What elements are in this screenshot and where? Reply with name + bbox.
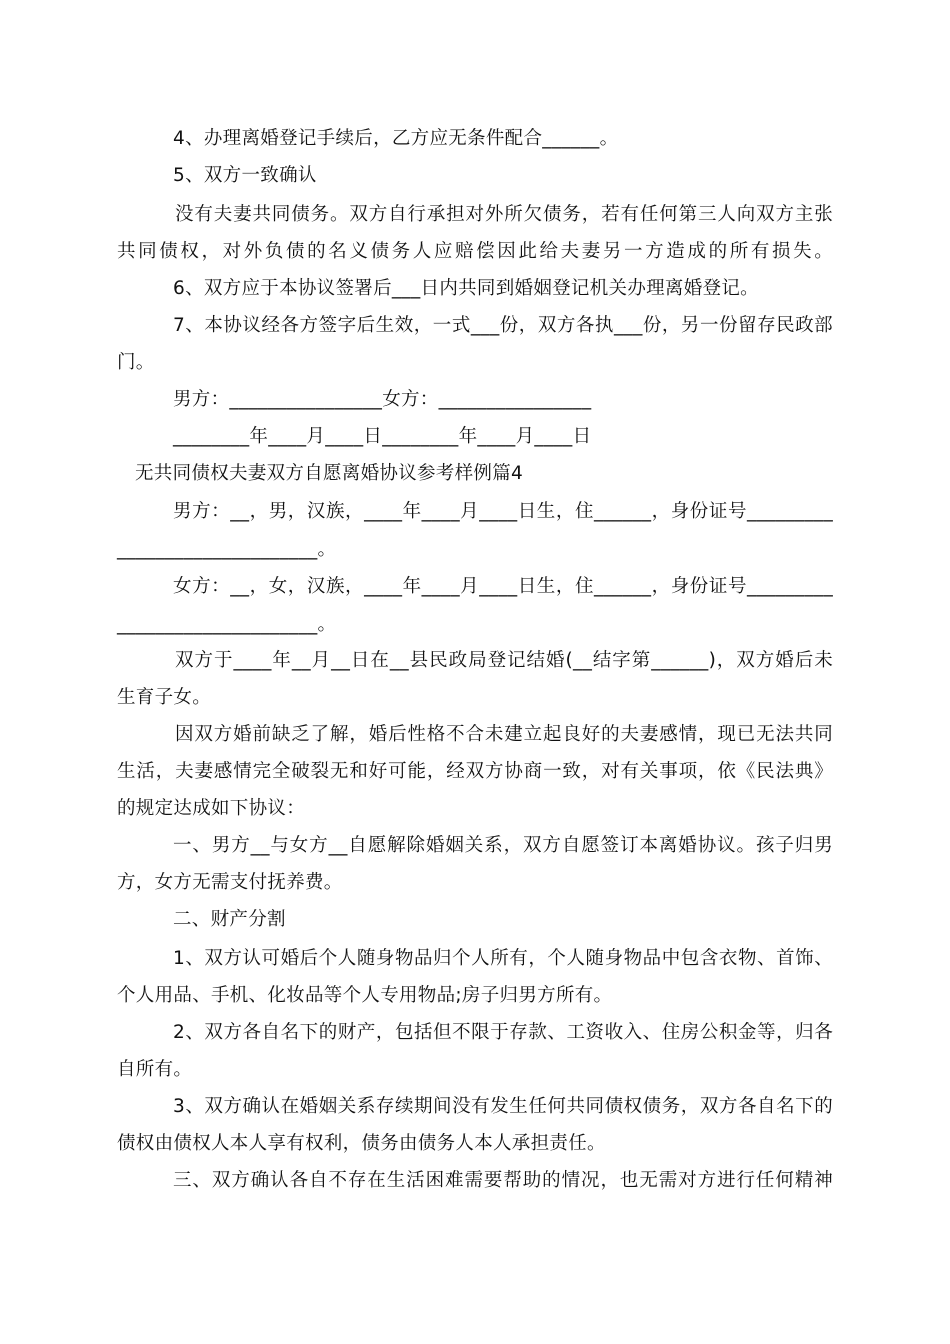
text-line: 6、双方应于本协议签署后___日内共同到婚姻登记机关办理离婚登记。 xyxy=(173,278,759,299)
text-line: 3、双方确认在婚姻关系存续期间没有发生任何共同债权债务，双方各自名下的 xyxy=(173,1096,833,1117)
text-line: 生活，夫妻感情完全破裂无和好可能，经双方协商一致，对有关事项，依《民法典》 xyxy=(117,761,833,782)
text-line: 三、双方确认各自不存在生活困难需要帮助的情况，也无需对方进行任何精神 xyxy=(173,1170,833,1191)
section-heading: 二、财产分割 xyxy=(173,909,286,930)
date-line: ________年____月____日________年____月____日 xyxy=(173,426,592,447)
text-line: 债权由债权人本人享有权利，债务由债务人本人承担责任。 xyxy=(117,1133,606,1154)
text-line: 4、办理离婚登记手续后，乙方应无条件配合______。 xyxy=(173,128,619,149)
signature-line: 男方：________________女方：________________ xyxy=(173,389,592,410)
text-line: 个人用品、手机、化妆品等个人专用物品;房子归男方所有。 xyxy=(117,985,613,1006)
text-line: 一、男方__与女方__自愿解除婚姻关系，双方自愿签订本离婚协议。孩子归男 xyxy=(173,835,833,856)
text-line: 5、双方一致确认 xyxy=(173,165,317,186)
text-line: 共同债权，对外负债的名义债务人应赔偿因此给夫妻另一方造成的所有损失。 xyxy=(117,241,833,262)
text-line: 没有夫妻共同债务。双方自行承担对外所欠债务，若有任何第三人向双方主张 xyxy=(175,204,833,225)
text-line: 因双方婚前缺乏了解，婚后性格不合未建立起良好的夫妻感情，现已无法共同 xyxy=(175,724,833,745)
text-line: 女方：__，女，汉族，____年____月____日生，住______，身份证号_________ xyxy=(173,576,833,597)
text-line: 1、双方认可婚后个人随身物品归个人所有，个人随身物品中包含衣物、首饰、 xyxy=(173,948,833,969)
text-line: 2、双方各自名下的财产，包括但不限于存款、工资收入、住房公积金等，归各 xyxy=(173,1022,833,1043)
section-heading: 无共同债权夫妻双方自愿离婚协议参考样例篇4 xyxy=(135,463,524,484)
text-line: 自所有。 xyxy=(117,1059,193,1080)
text-line: _____________________。 xyxy=(117,614,337,635)
text-line: 门。 xyxy=(117,352,155,373)
text-line: 生育子女。 xyxy=(117,687,212,708)
text-line: 方，女方无需支付抚养费。 xyxy=(117,872,343,893)
text-line: _____________________。 xyxy=(117,539,337,560)
text-line: 男方：__，男，汉族，____年____月____日生，住______，身份证号_________ xyxy=(173,501,833,522)
text-line: 的规定达成如下协议： xyxy=(117,798,306,819)
text-line: 双方于____年__月__日在__县民政局登记结婚(__结字第______)，双方婚后未 xyxy=(175,650,833,671)
text-line: 7、本协议经各方签字后生效，一式___份，双方各执___份，另一份留存民政部 xyxy=(173,315,833,336)
